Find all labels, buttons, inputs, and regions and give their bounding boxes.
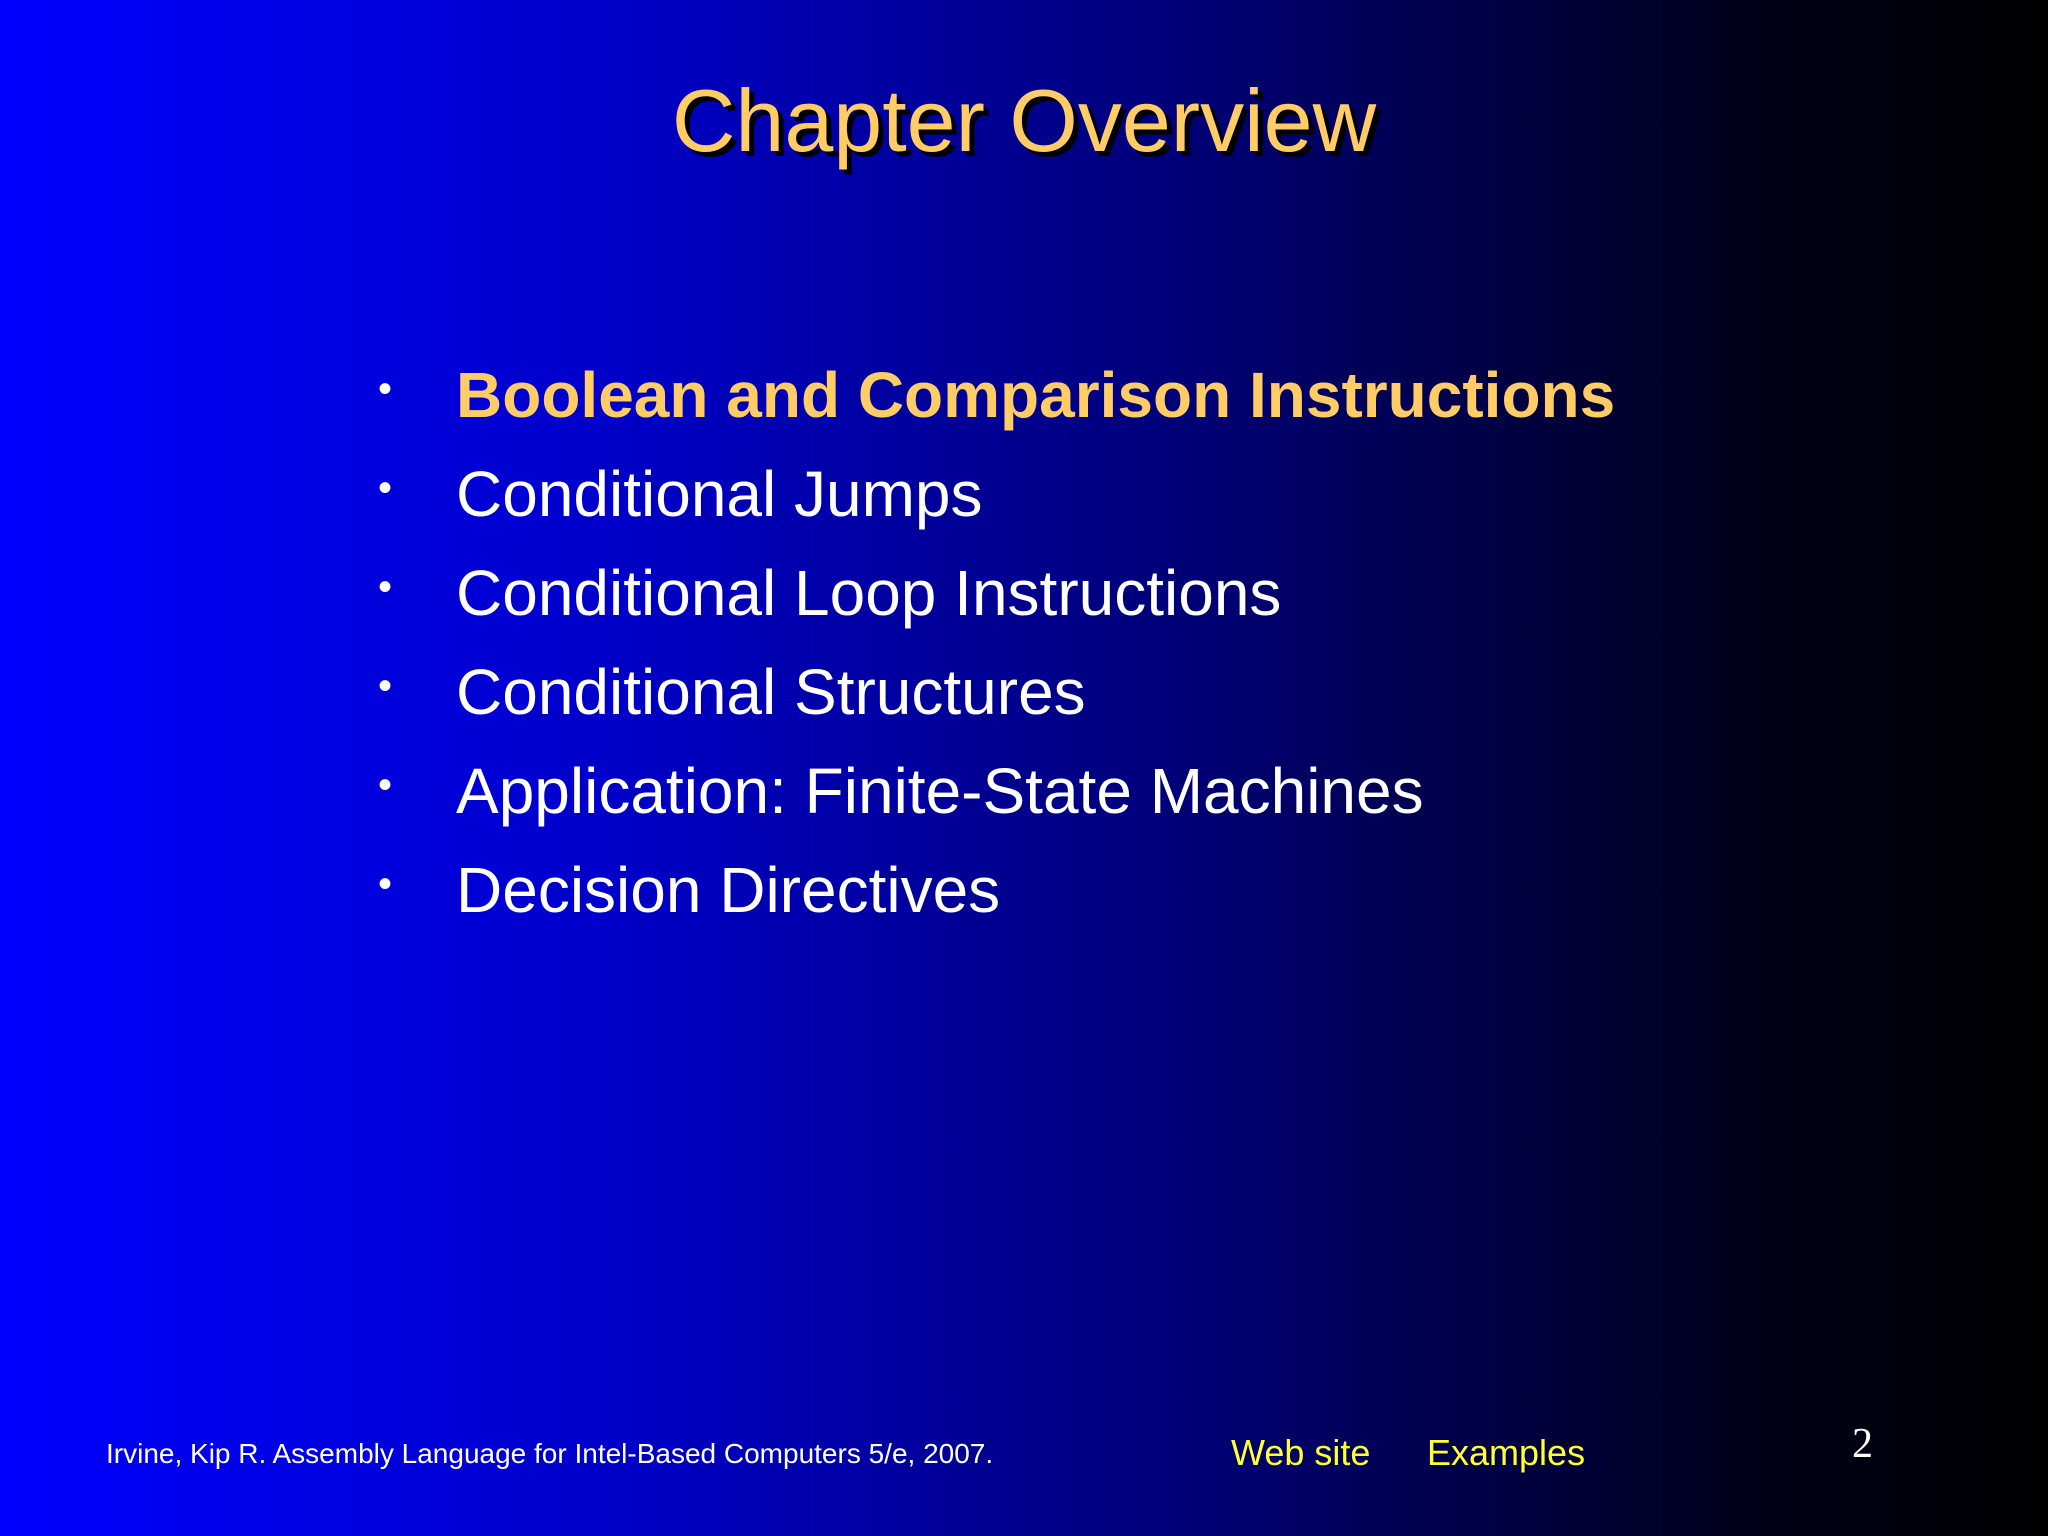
bullet-label: Boolean and Comparison Instructions [456, 359, 1616, 431]
bullet-dot-icon: • [378, 763, 393, 807]
bullet-label: Conditional Loop Instructions [456, 557, 1282, 629]
examples-link[interactable]: Examples [1427, 1432, 1586, 1473]
bullet-dot-icon: • [378, 862, 393, 906]
bullet-label: Application: Finite-State Machines [456, 755, 1424, 827]
bullet-label: Decision Directives [456, 854, 1001, 926]
bullet-dot-icon: • [378, 466, 393, 510]
footer-credit: Irvine, Kip R. Assembly Language for Intel-Based Computers 5/e, 2007. [106, 1438, 994, 1469]
bullet-label: Conditional Structures [456, 656, 1086, 728]
bullet-dot-icon: • [378, 367, 393, 411]
bullet-label: Conditional Jumps [456, 458, 983, 530]
bullet-dot-icon: • [378, 664, 393, 708]
website-link[interactable]: Web site [1231, 1432, 1371, 1473]
page-number: 2 [1852, 1421, 1873, 1467]
slide-title: Chapter Overview [671, 71, 1377, 170]
bullet-dot-icon: • [378, 565, 393, 609]
